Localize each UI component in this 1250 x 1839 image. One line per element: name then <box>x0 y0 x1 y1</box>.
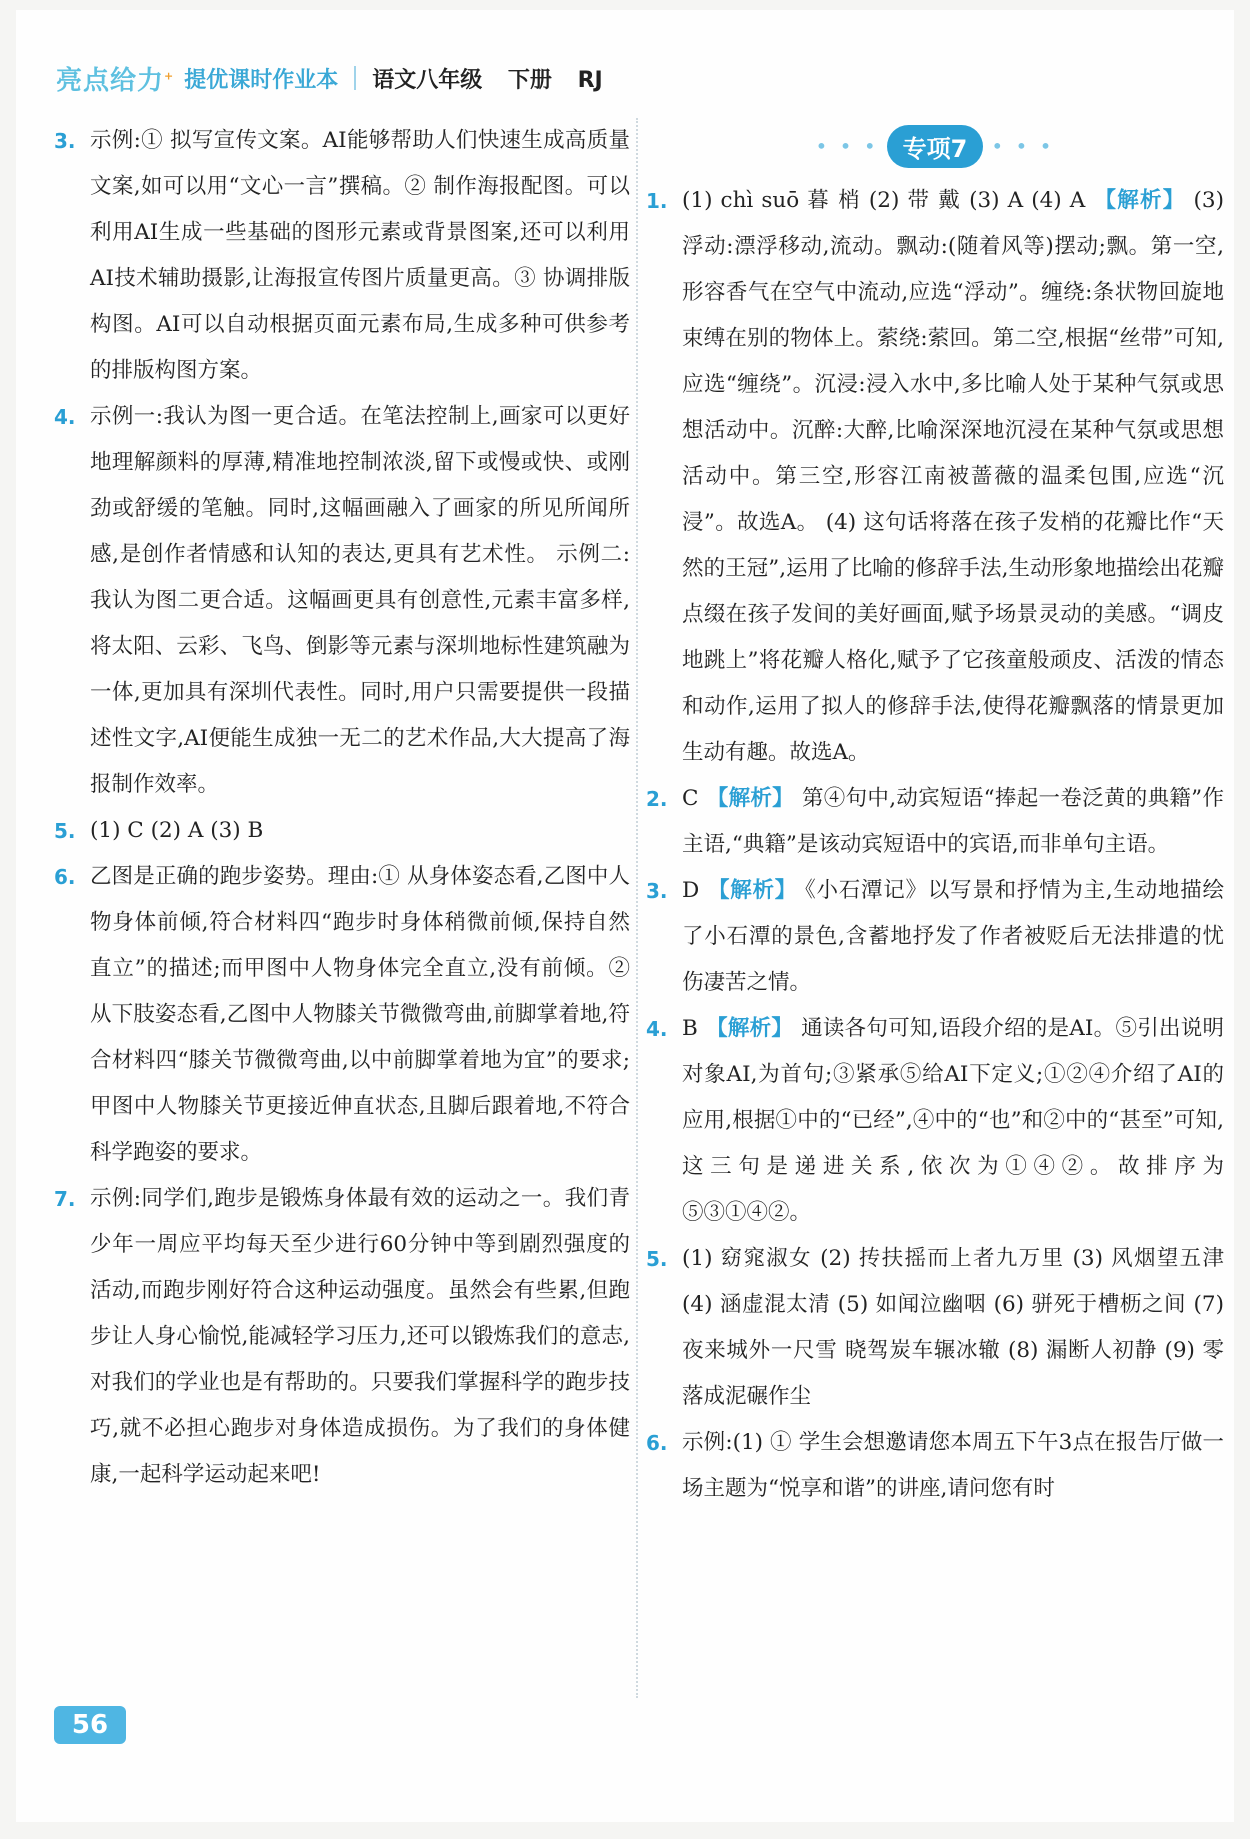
answer-item: 5. (1) C (2) A (3) B <box>54 818 264 843</box>
right-column <box>646 118 1224 1512</box>
answer-item: 7. 示例:同学们,跑步是锻炼身体最有效的运动之一。我们青少年一周应平均每天至少进行60分钟中等到剧烈强度的活动,而跑步刚好符合这种运动强度。虽然会有些累,但跑步让人身心愉悦,能减轻学习压力,还可以锻炼我们的意志,对我们的学业也是有帮助的。只要我们掌握科学的跑步技巧,就不必担心跑步对身体造成损伤。为了我们的身体健康,一起科学运动起来吧! <box>54 1186 630 1487</box>
left-column <box>54 118 630 1498</box>
answer-item: 6. 乙图是正确的跑步姿势。理由:① 从身体姿态看,乙图中人物身体前倾,符合材料四“跑步时身体稍微前倾,保持自然直立”的描述;而甲图中人物身体完全直立,没有前倾。② 从下肢姿态看,乙图中人物膝关节微微弯曲,前脚掌着地,符合材料四“膝关节微微弯曲,以中前脚掌着地为宜”的要求;甲图中人物膝关节更接近伸直状态,且脚后跟着地,不符合科学跑姿的要求。 <box>54 864 630 1165</box>
section-heading <box>646 118 1224 174</box>
answer-item: 6. 示例:(1) ① 学生会想邀请您本周五下午3点在报告厅做一场主题为“悦享和谐”的讲座,请问您有时 <box>646 1430 1224 1501</box>
brand-logo: 亮点给力+ <box>56 65 175 96</box>
answer-item: 4. B 【解析】 通读各句可知,语段介绍的是AI。⑤引出说明对象AI,为首句;③紧承⑤给AI下定义;①②④介绍了AI的应用,根据①中的“已经”,④中的“也”和②中的“甚至”可知,这三句是递进关系,依次为①④②。故排序为⑤③①④②。 <box>646 1016 1224 1225</box>
brand-subtitle: 提优课时作业本 <box>184 67 339 93</box>
analysis-label: 【解析】 <box>1093 188 1186 213</box>
answer-item: 4. 示例一:我认为图一更合适。在笔法控制上,画家可以更好地理解颜料的厚薄,精准地控制浓淡,留下或慢或快、或刚劲或舒缓的笔触。同时,这幅画融入了画家的所见所闻所感,是创作者情感和认知的表达,更具有艺术性。 示例二:我认为图二更合适。这幅画更具有创意性,元素丰富多样,将太阳、云彩、飞鸟、倒影等元素与深圳地标性建筑融为一体,更加具有深圳代表性。同时,用户只需要提供一段描述性文字,AI便能生成独一无二的艺术作品,大大提高了海报制作效率。 <box>54 404 630 797</box>
decorative-dots-icon: • • • <box>991 134 1055 158</box>
page-number: 56 <box>54 1706 126 1744</box>
decorative-dots-icon: • • • <box>815 134 879 158</box>
page <box>16 10 1234 1822</box>
page-header <box>56 58 603 98</box>
analysis-label: 【解析】 <box>705 1016 794 1041</box>
column-divider <box>636 118 638 1698</box>
section-title: 专项7 <box>887 125 984 168</box>
answer-item: 2. C 【解析】 第④句中,动宾短语“捧起一卷泛黄的典籍”作主语,“典籍”是该动宾短语中的宾语,而非单句主语。 <box>646 786 1224 857</box>
book-meta: 语文八年级 下册 RJ <box>372 67 603 93</box>
answer-item: 3. 示例:① 拟写宣传文案。AI能够帮助人们快速生成高质量文案,如可以用“文心一言”撰稿。② 制作海报配图。可以利用AI生成一些基础的图形元素或背景图案,还可以利用AI技术辅助摄影,让海报宣传图片质量更高。③ 协调排版构图。AI可以自动根据页面元素布局,生成多种可供参考的排版构图方案。 <box>54 128 630 383</box>
analysis-label: 【解析】 <box>707 878 798 903</box>
answer-item: 5. (1) 窈窕淑女 (2) 抟扶摇而上者九万里 (3) 风烟望五津 (4) 涵虚混太清 (5) 如闻泣幽咽 (6) 骈死于槽枥之间 (7) 夜来城外一尺雪 晓驾炭车辗冰辙 (8) 漏断人初静 (9) 零落成泥碾作尘 <box>646 1246 1224 1409</box>
analysis-label: 【解析】 <box>706 786 794 811</box>
answer-item: 3. D 【解析】 《小石潭记》以写景和抒情为主,生动地描绘了小石潭的景色,含蓄地抒发了作者被贬后无法排遣的忧伤凄苦之情。 <box>646 878 1224 995</box>
answer-item: 1. (1) chì suō 暮 梢 (2) 带 戴 (3) A (4) A 【解析】 (3) 浮动:漂浮移动,流动。飘动:(随着风等)摆动;飘。第一空,形容香气在空气中流动,应选“浮动”。缠绕:条状物回旋地束缚在别的物体上。萦绕:萦回。第二空,根据“丝带”可知,应选“缠绕”。沉浸:浸入水中,多比喻人处于某种气氛或思想活动中。沉醉:大醉,比喻深深地沉浸在某种气氛或思想活动中。第三空,形容江南被蔷薇的温柔包围,应选“沉浸”。故选A。 (4) 这句话将落在孩子发梢的花瓣比作“天然的王冠”,运用了比喻的修辞手法,生动形象地描绘出花瓣点缀在孩子发间的美好画面,赋予场景灵动的美感。“调皮地跳上”将花瓣人格化,赋予了它孩童般顽皮、活泼的情态和动作,运用了拟人的修辞手法,使得花瓣飘落的情景更加生动有趣。故选A。 <box>646 188 1224 765</box>
header-divider <box>354 66 356 90</box>
